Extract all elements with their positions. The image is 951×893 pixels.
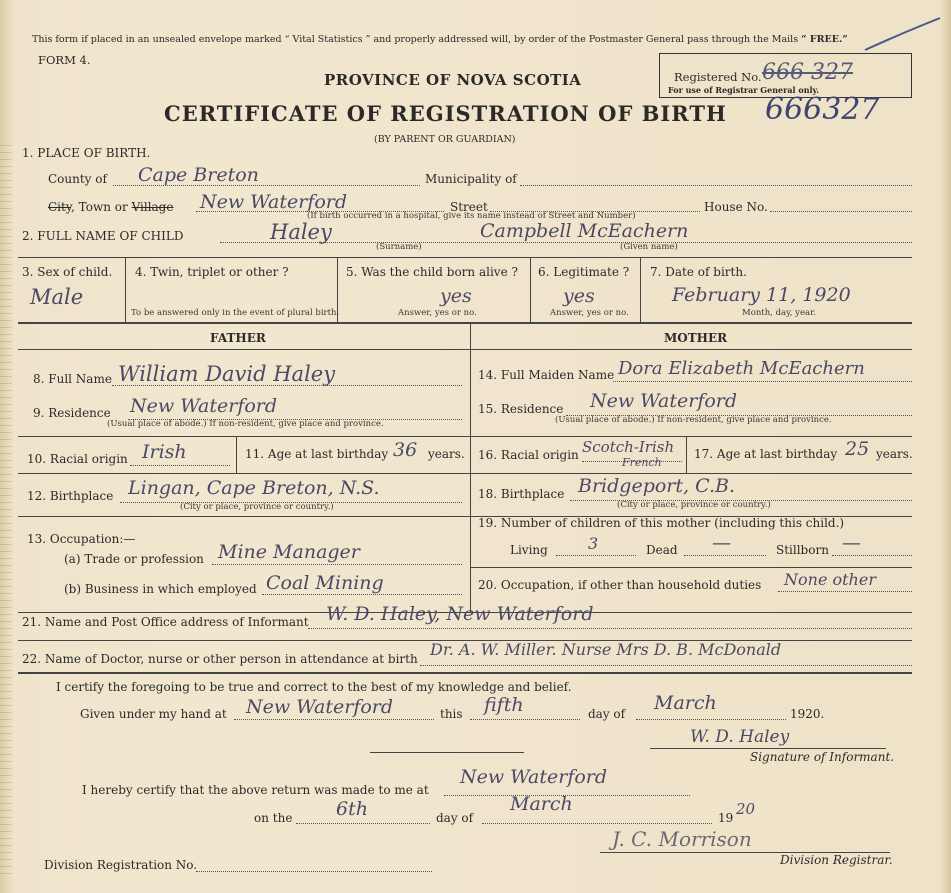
father-racial-label: 10. Racial origin [27, 452, 128, 466]
father-occupation-label: 13. Occupation:— [27, 532, 136, 546]
month-value: March [654, 692, 717, 714]
mother-occupation-value: None other [784, 570, 876, 589]
legit-label: 6. Legitimate ? [538, 265, 630, 279]
dead-line [684, 555, 766, 556]
stillborn-value: — [842, 532, 861, 554]
given-note: (Given name) [620, 242, 678, 252]
day-of-label: day of [588, 707, 626, 721]
father-age-value: 36 [393, 439, 418, 461]
alive-note: Answer, yes or no. [398, 308, 477, 318]
mother-name-label: 14. Full Maiden Name [478, 368, 615, 382]
dob-label: 7. Date of birth. [650, 265, 747, 279]
free-label: “ FREE.” [801, 34, 848, 45]
mother-residence-label: 15. Residence [478, 402, 564, 416]
mother-age-value: 25 [845, 438, 870, 460]
rule [470, 322, 471, 612]
day-line [470, 719, 580, 720]
father-residence-note: (Usual place of abode.) If non-resident, give place and province. [107, 419, 384, 429]
father-residence-label: 9. Residence [33, 406, 111, 420]
twin-label: 4. Twin, triplet or other ? [135, 265, 289, 279]
alive-value: yes [440, 285, 472, 307]
on-the-label: on the [254, 811, 293, 825]
mother-birthplace-note: (City or place, province or country.) [617, 500, 771, 510]
village-label: Village [131, 200, 174, 214]
return-day: 6th [336, 798, 368, 820]
rule [530, 257, 531, 322]
return-day-line [296, 823, 430, 824]
rule [640, 257, 641, 322]
living-value: 3 [588, 534, 599, 553]
father-age-label: 11. Age at last birthday [245, 447, 389, 461]
rule [470, 567, 912, 568]
mother-heading: MOTHER [664, 331, 728, 345]
doctor-line [420, 665, 912, 666]
registrar-note: For use of Registrar General only. [668, 85, 820, 95]
informant-signature: W. D. Haley [690, 727, 790, 747]
rule [18, 257, 912, 258]
legit-value: yes [563, 285, 595, 307]
rule [370, 752, 524, 753]
house-line [770, 211, 912, 212]
place-of-birth-heading: 1. PLACE OF BIRTH. [22, 146, 151, 160]
county-label: County of [48, 172, 107, 186]
county-value: Cape Breton [138, 164, 259, 186]
return-month-line [482, 823, 712, 824]
mother-age-label: 17. Age at last birthday [694, 447, 838, 461]
certificate-subtitle: (BY PARENT OR GUARDIAN) [374, 134, 516, 145]
street-label: Street [450, 200, 488, 214]
stillborn-label: Stillborn [776, 543, 829, 557]
division-registration-label: Division Registration No. [44, 858, 198, 872]
mother-racial-value: Scotch-Irish [582, 438, 675, 456]
mother-occupation-line [778, 591, 912, 592]
father-birthplace-note: (City or place, province or country.) [180, 502, 334, 512]
father-trade-line [212, 564, 462, 565]
mother-name-line [613, 381, 912, 382]
form-number: FORM 4. [38, 53, 91, 67]
father-birthplace-value: Lingan, Cape Breton, N.S. [128, 477, 380, 499]
sex-label: 3. Sex of child. [22, 265, 113, 279]
rule [18, 672, 912, 674]
rule [18, 349, 912, 350]
hospital-note: (If birth occurred in a hospital, give its name instead of Street and Number) [307, 211, 636, 221]
city-town-label [48, 200, 173, 214]
father-trade-value: Mine Manager [218, 541, 360, 563]
doctor-label: 22. Name of Doctor, nurse or other person in attendance at birth [22, 652, 418, 666]
city-label: City [48, 200, 72, 214]
legit-note: Answer, yes or no. [550, 308, 629, 318]
return-day-of-label: day of [436, 811, 474, 825]
mail-notice [32, 34, 848, 45]
this-label: this [440, 707, 463, 721]
town-label: , Town or [71, 200, 128, 214]
father-business-line [262, 594, 462, 595]
dob-value: February 11, 1920 [672, 284, 851, 306]
registrar-label: Division Registrar. [780, 853, 893, 867]
father-residence-value: New Waterford [130, 395, 278, 417]
registered-label: Registered No. [674, 70, 762, 84]
return-month: March [510, 793, 573, 815]
alive-label: 5. Was the child born alive ? [346, 265, 518, 279]
mail-notice-text: This form if placed in an unsealed envelope marked “ Vital Statistics ” and properly addressed will, by order of the Postmaster General pass through the Mails [32, 34, 799, 45]
mother-residence-note: (Usual place of abode.) If non-resident, give place and province. [555, 415, 832, 425]
doctor-value: Dr. A. W. Miller. Nurse Mrs D. B. McDonald [430, 640, 782, 659]
division-registration-line [196, 871, 432, 872]
pen-mark [860, 14, 945, 54]
municipality-label: Municipality of [425, 172, 517, 186]
given-label: Given under my hand at [80, 707, 227, 721]
informant-label: 21. Name and Post Office address of Informant [22, 615, 309, 629]
given-place-line [234, 719, 434, 720]
certify-text: I certify the foregoing to be true and correct to the best of my knowledge and belief. [56, 680, 572, 694]
rule [18, 473, 912, 474]
mother-children-label: 19. Number of children of this mother (including this child.) [478, 516, 845, 530]
registrar-signature: J. C. Morrison [612, 827, 752, 851]
child-surname: Haley [270, 220, 332, 244]
rule [125, 257, 126, 322]
mother-years: years. [876, 447, 913, 461]
father-business-value: Coal Mining [266, 572, 384, 594]
stillborn-line [832, 555, 912, 556]
rule [236, 436, 237, 473]
mother-birthplace-value: Bridgeport, C.B. [578, 475, 735, 497]
twin-note: To be answered only in the event of plural birth. [131, 308, 340, 318]
year-value: 1920. [790, 707, 825, 721]
rule [650, 748, 886, 749]
mother-racial-label: 16. Racial origin [478, 448, 579, 462]
return-label: I hereby certify that the above return was made to me at [82, 783, 429, 797]
father-business-label: (b) Business in which employed [64, 582, 257, 596]
informant-line [308, 628, 912, 629]
rule [18, 436, 912, 437]
mother-residence-value: New Waterford [590, 390, 738, 412]
margin-print-bleed [0, 140, 12, 880]
mother-birthplace-label: 18. Birthplace [478, 487, 565, 501]
town-value: New Waterford [200, 191, 348, 213]
father-trade-label: (a) Trade or profession [64, 552, 204, 566]
father-name-value: William David Haley [118, 362, 336, 386]
sex-value: Male [30, 285, 84, 309]
child-name-label: 2. FULL NAME OF CHILD [22, 229, 184, 243]
day-value: fifth [484, 694, 524, 716]
given-place: New Waterford [246, 696, 394, 718]
living-label: Living [510, 543, 548, 557]
father-racial-line [130, 465, 230, 466]
informant-value: W. D. Haley, New Waterford [326, 603, 594, 625]
registered-struck-number: 666 327 [762, 60, 853, 85]
living-line [556, 555, 636, 556]
house-label: House No. [704, 200, 768, 214]
return-year: 20 [736, 800, 756, 818]
rule [18, 322, 912, 324]
father-birthplace-label: 12. Birthplace [27, 489, 114, 503]
return-year-prefix: 19 [718, 811, 734, 825]
mother-occupation-label: 20. Occupation, if other than household duties [478, 578, 762, 592]
certificate-title: CERTIFICATE OF REGISTRATION OF BIRTH [164, 101, 727, 126]
father-name-label: 8. Full Name [33, 372, 112, 386]
dob-note: Month, day, year. [742, 308, 816, 318]
registered-number: 666327 [765, 92, 880, 127]
surname-note: (Surname) [376, 242, 422, 252]
province-title: PROVINCE OF NOVA SCOTIA [324, 71, 582, 89]
child-given-name: Campbell McEachern [480, 220, 689, 242]
father-racial-value: Irish [142, 441, 187, 463]
rule [686, 436, 687, 473]
informant-signature-label: Signature of Informant. [750, 750, 895, 764]
month-line [636, 719, 786, 720]
return-place: New Waterford [460, 766, 608, 788]
father-years: years. [428, 447, 465, 461]
mother-name-value: Dora Elizabeth McEachern [618, 358, 865, 379]
dead-label: Dead [646, 543, 678, 557]
municipality-line [520, 185, 912, 186]
dead-value: — [712, 532, 731, 554]
father-heading: FATHER [210, 331, 266, 345]
mother-racial-extra: French [622, 456, 662, 469]
